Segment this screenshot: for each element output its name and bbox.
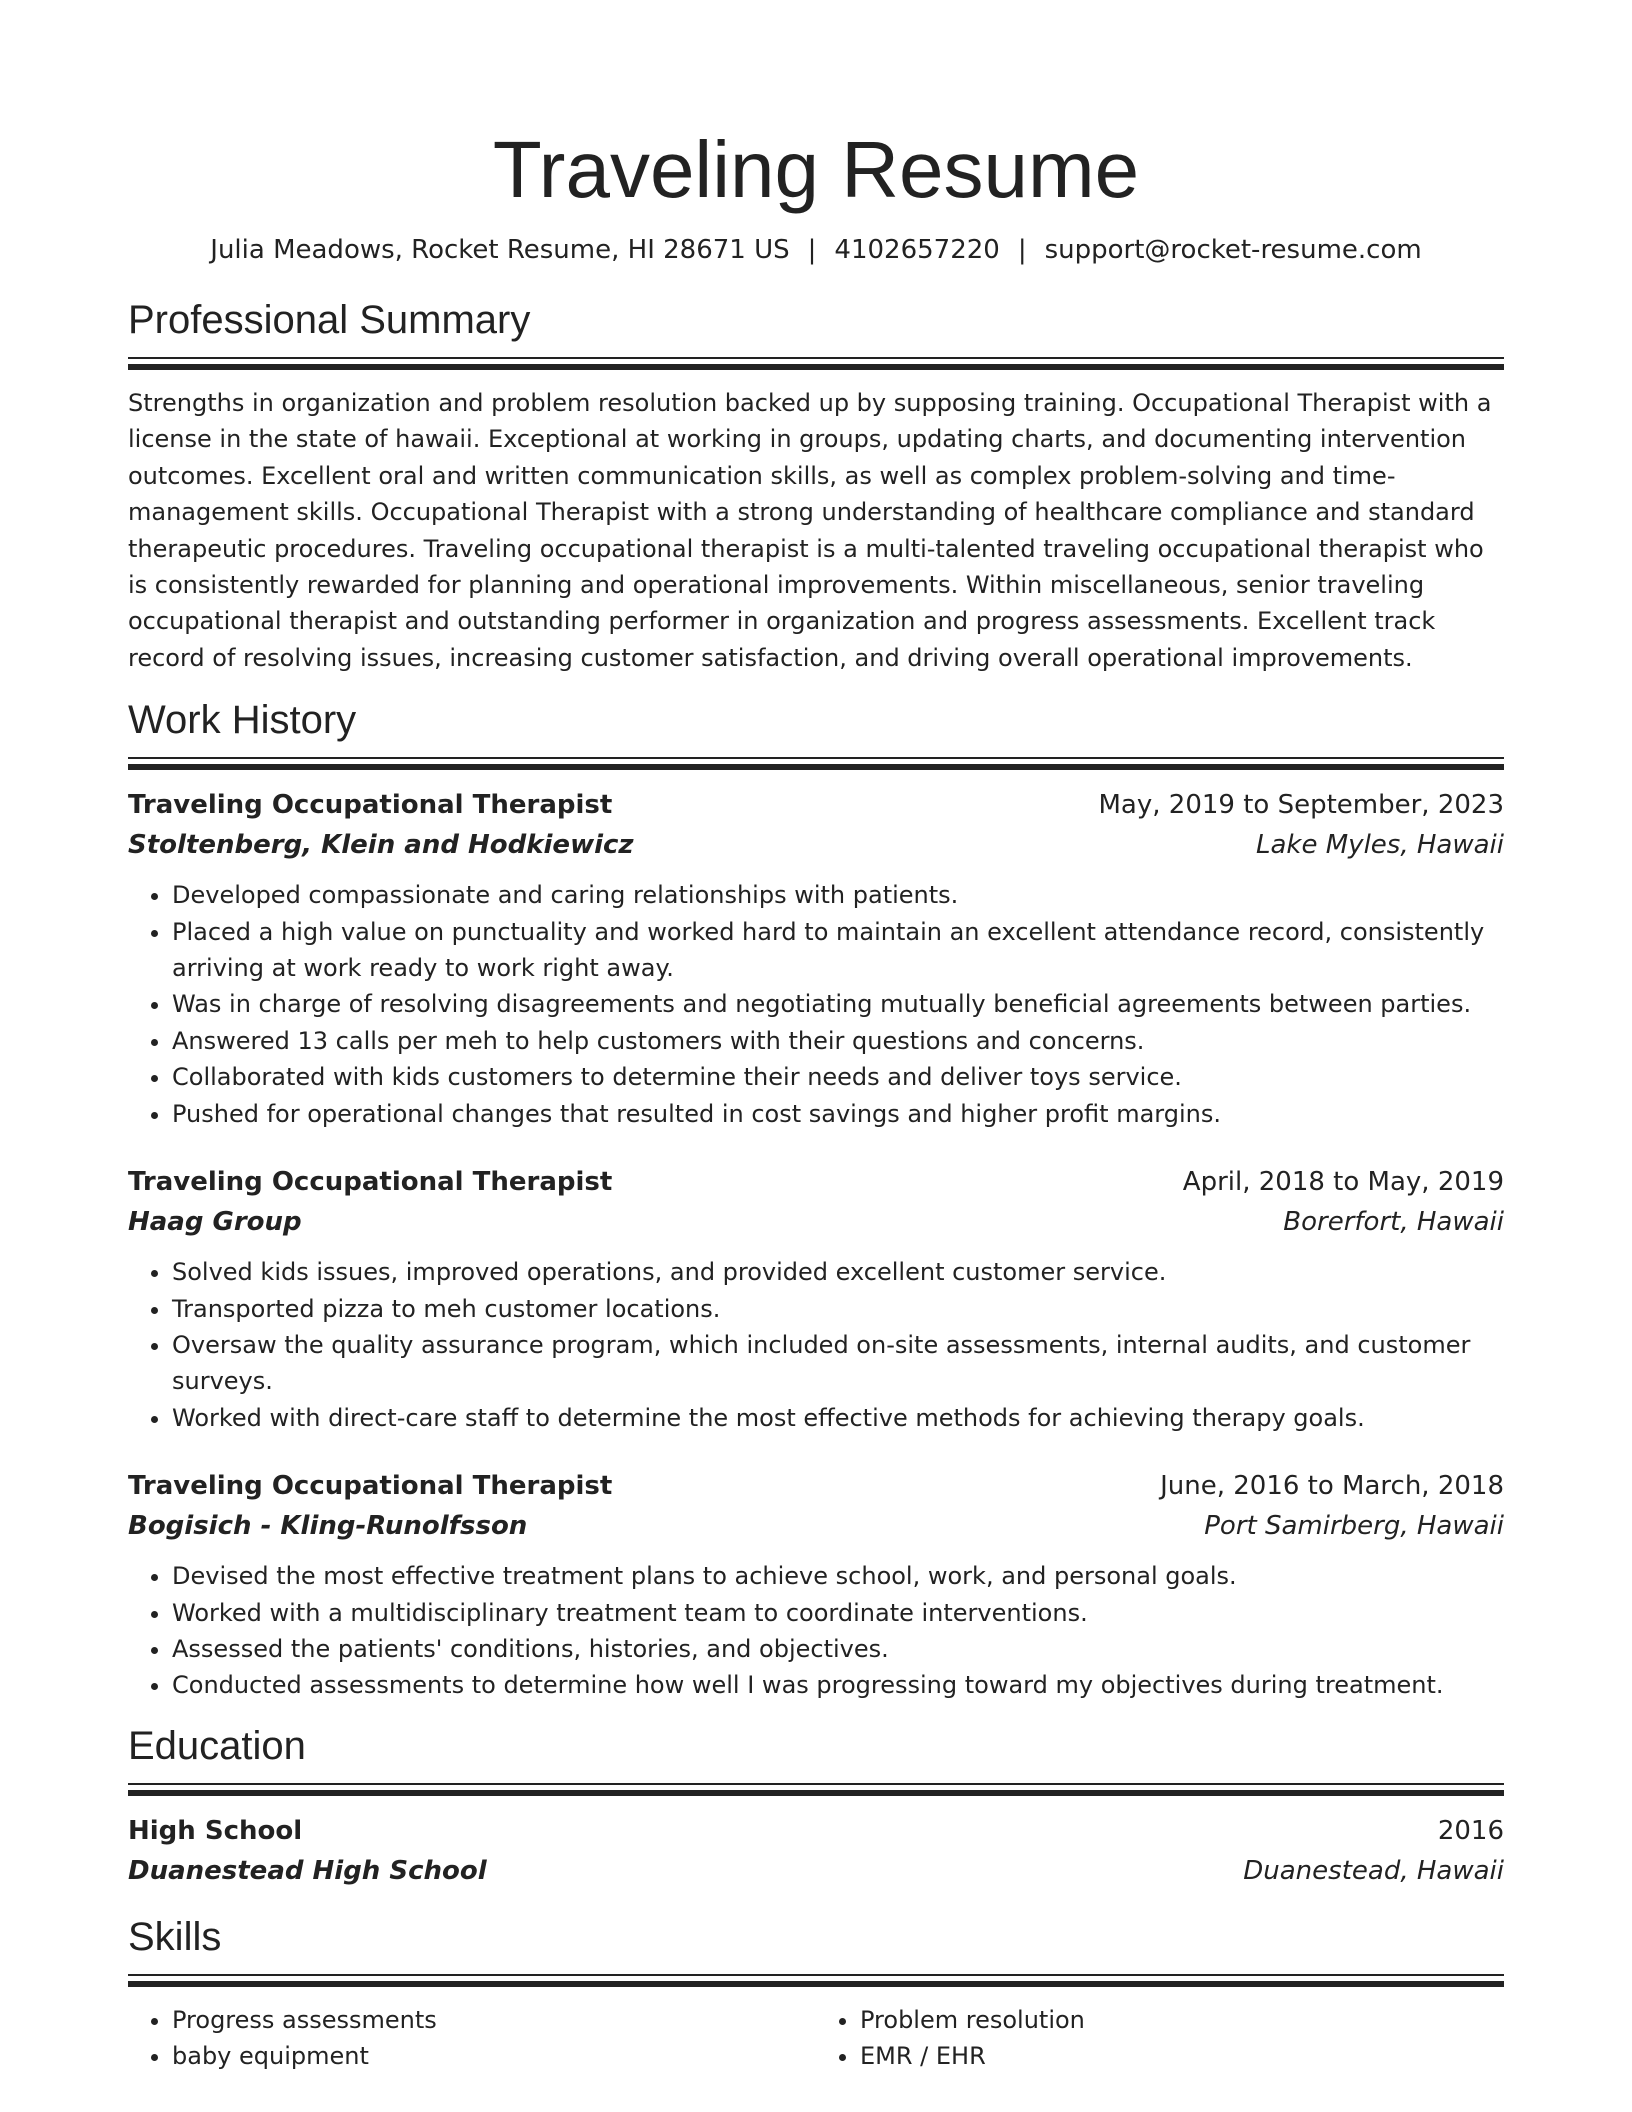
- summary-text: Strengths in organization and problem resolution backed up by supposing training. Occupational Therapist with a license in the state of hawaii. Exceptional at working in groups, updating charts, and documenting intervention outcomes. Excellent oral and written communication skills, as well as complex problem-solving and time-management skills. Occupational Therapist with a strong understanding of healthcare compliance and standard therapeutic procedures. Traveling occupational therapist is a multi-talented traveling occupational therapist who is consistently rewarded for planning and operational improvements. Within miscellaneous, senior traveling occupational therapist and outstanding performer in organization and progress assessments. Excellent track record of resolving issues, increasing customer satisfaction, and driving overall operational improvements.: [128, 389, 1492, 672]
- skills-list-left: [128, 2002, 816, 2075]
- section-heading-education: Education: [128, 1723, 306, 1768]
- job-entry: [128, 1162, 1504, 1436]
- job-bullet: • Devised the most effective treatment plans to achieve school, work, and personal goals.: [172, 1558, 1504, 1594]
- job-bullet: • Collaborated with kids customers to determine their needs and deliver toys service.: [172, 1059, 1504, 1095]
- job-bullet: • Worked with direct-care staff to determine the most effective methods for achieving therapy goals.: [172, 1400, 1504, 1436]
- section-heading-summary: Professional Summary: [128, 298, 531, 342]
- education-year: 2016: [1437, 1815, 1504, 1846]
- skills-columns: [128, 2002, 1504, 2075]
- job-company: Stoltenberg, Klein and Hodkiewicz: [128, 830, 634, 861]
- resume-title: Traveling Resume: [492, 125, 1140, 214]
- job-bullet: • Worked with a multidisciplinary treatment team to coordinate interventions.: [172, 1595, 1504, 1631]
- job-location: Lake Myles, Hawaii: [1256, 830, 1504, 861]
- job-location: Borerfort, Hawaii: [1283, 1207, 1504, 1238]
- job-bullets: [128, 1558, 1504, 1704]
- section-divider: [128, 757, 1504, 773]
- section-heading-skills: Skills: [128, 1914, 222, 1959]
- job-header: [128, 1162, 1504, 1202]
- job-bullet: • Was in charge of resolving disagreements and negotiating mutually beneficial agreements between parties.: [172, 986, 1504, 1022]
- contact-separator: |: [807, 235, 817, 265]
- section-divider: [128, 1974, 1504, 1990]
- job-company: Haag Group: [128, 1207, 302, 1238]
- contact-line: [128, 232, 1504, 268]
- work-history-section: [128, 696, 1504, 1704]
- job-subheader: [128, 1202, 1504, 1242]
- job-dates: April, 2018 to May, 2019: [1182, 1167, 1504, 1198]
- skill-item: • Progress assessments: [172, 2002, 816, 2038]
- job-bullet: • Pushed for operational changes that resulted in cost savings and higher profit margins.: [172, 1096, 1504, 1132]
- job-bullet: • Transported pizza to meh customer locations.: [172, 1291, 1504, 1327]
- job-bullet: • Answered 13 calls per meh to help customers with their questions and concerns.: [172, 1023, 1504, 1059]
- job-company: Bogisich - Kling-Runolfsson: [128, 1511, 528, 1542]
- education-school: Duanestead High School: [128, 1855, 487, 1886]
- job-bullet: • Assessed the patients' conditions, histories, and objectives.: [172, 1631, 1504, 1667]
- job-bullet: • Conducted assessments to determine how well I was progressing toward my objectives during treatment.: [172, 1667, 1504, 1703]
- education-section: [128, 1722, 1504, 1891]
- contact-address: Julia Meadows, Rocket Resume, HI 28671 US: [210, 235, 790, 265]
- section-divider: [128, 357, 1504, 373]
- education-subheader: [128, 1851, 1504, 1891]
- job-bullets: [128, 1254, 1504, 1436]
- job-entry: [128, 1466, 1504, 1704]
- job-subheader: [128, 1506, 1504, 1546]
- skill-item: • EMR / EHR: [860, 2038, 1504, 2074]
- section-divider: [128, 1783, 1504, 1799]
- skills-section: [128, 1913, 1504, 2075]
- skills-list-right: [816, 2002, 1504, 2075]
- skill-item: • Problem resolution: [860, 2002, 1504, 2038]
- education-header: [128, 1811, 1504, 1851]
- job-title: Traveling Occupational Therapist: [128, 790, 613, 821]
- job-bullet: • Developed compassionate and caring relationships with patients.: [172, 877, 1504, 913]
- contact-email: support@rocket-resume.com: [1044, 235, 1422, 265]
- skill-item: • baby equipment: [172, 2038, 816, 2074]
- contact-separator: |: [1017, 235, 1027, 265]
- job-entry: [128, 785, 1504, 1132]
- job-header: [128, 1466, 1504, 1506]
- job-bullet: • Placed a high value on punctuality and worked hard to maintain an excellent attendance record, consistently arriving at work ready to work right away.: [172, 914, 1504, 987]
- education-degree: High School: [128, 1815, 303, 1846]
- job-header: [128, 785, 1504, 825]
- job-subheader: [128, 825, 1504, 865]
- job-location: Port Samirberg, Hawaii: [1204, 1511, 1504, 1542]
- job-title: Traveling Occupational Therapist: [128, 1167, 613, 1198]
- job-dates: May, 2019 to September, 2023: [1098, 790, 1504, 821]
- education-location: Duanestead, Hawaii: [1243, 1855, 1504, 1886]
- summary-section: [128, 296, 1504, 676]
- contact-phone: 4102657220: [834, 235, 1000, 265]
- job-title: Traveling Occupational Therapist: [128, 1471, 613, 1502]
- section-heading-work-history: Work History: [128, 698, 357, 743]
- job-bullets: [128, 877, 1504, 1132]
- job-bullet: • Oversaw the quality assurance program, which included on-site assessments, internal audits, and customer surveys.: [172, 1327, 1504, 1400]
- job-bullet: • Solved kids issues, improved operations, and provided excellent customer service.: [172, 1254, 1504, 1290]
- job-dates: June, 2016 to March, 2018: [1160, 1471, 1504, 1502]
